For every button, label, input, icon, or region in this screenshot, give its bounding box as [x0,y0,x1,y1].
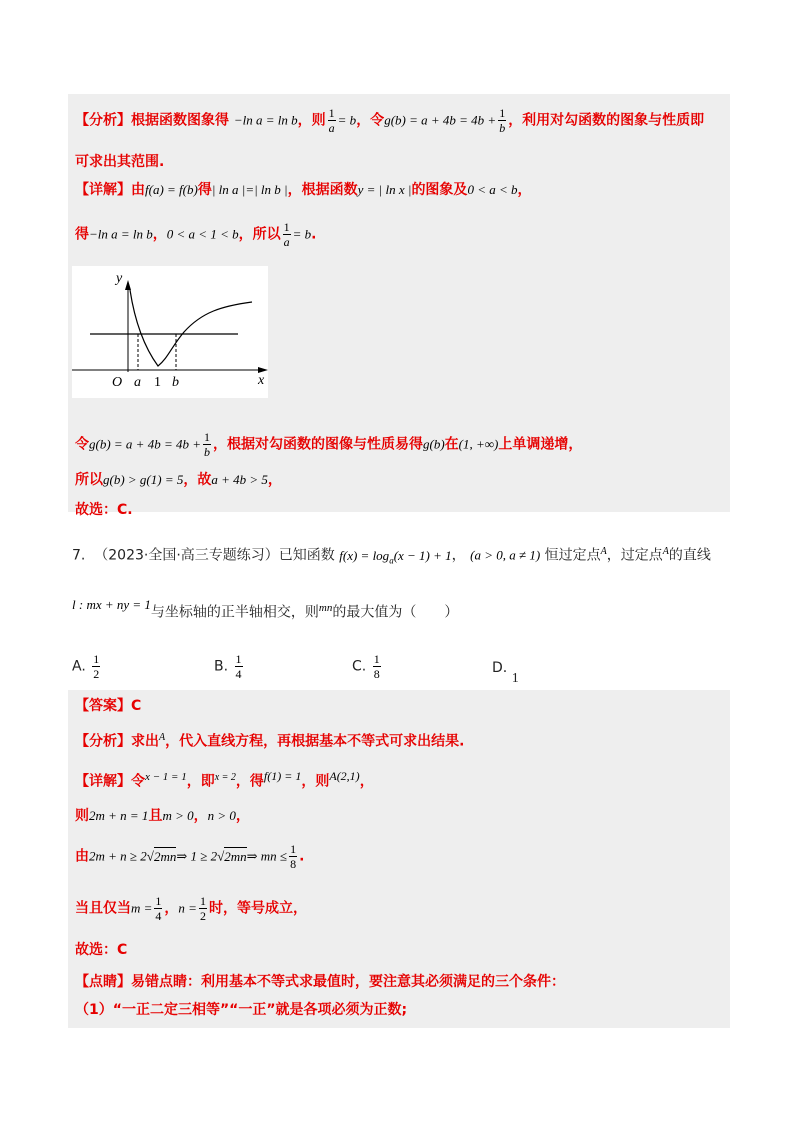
option-a[interactable]: A. $\frac{1}{2}$ [72,652,100,681]
fraction: $\frac{1}{4}$ [155,894,162,923]
tick-a: a [134,375,141,390]
fraction: $\frac{1}{a}$ [283,220,290,249]
fraction: $\frac{1}{b}$ [499,106,506,135]
fraction: $\frac{1}{2}$ [199,894,206,923]
option-c[interactable]: C. $\frac{1}{8}$ [352,652,380,681]
detail-line-1: 【详解】由f(a) = f(b)得| ln a |=| ln b |，根据函数y = | ln x |的图象及0 < a < b， [75,182,532,198]
fraction: $\frac{1}{b}$ [204,430,210,459]
question-line-2: l : mx + ny = 1与坐标轴的正半轴相交，则$^{mn}$的最大值为（ ） [72,596,459,621]
cont-line-1: 令g(b) = a + 4b = 4b + $\frac{1}{b}$ ，根据对勾函数的图像与性质易得g(b)在(1, +∞)上单调递增， [75,430,583,459]
analysis-line-2: 可求出其范围. [75,154,165,170]
answer-detail-line-1: 【详解】令$^{x - 1 = 1}$，即$^{x = 2}$，得$^{f(1) = 1}$，则$^{A(2,1)}$， [75,769,374,790]
analysis-line-1: 【分析】根据函数图象得 −ln a = ln b，则 $\frac{1}{a}$ = b，令g(b) = a + 4b = 4b + $\frac{1}{b}$ ，利用对勾函数的图象与性质即 [75,106,705,135]
x-label: x [258,373,265,388]
cont-line-3: 故选：C. [75,502,133,518]
answer-detail-line-5: 故选：C [75,942,128,958]
function-graph [72,266,268,398]
option-d[interactable]: D. 1 [492,660,519,686]
y-label: y [116,271,123,286]
cont-line-2: 所以g(b) > g(1) = 5，故a + 4b > 5， [75,472,282,488]
detail-line-2: 得−ln a = ln b，0 < a < 1 < b，所以 $\frac{1}{a}$ = b. [75,220,317,249]
fraction: $\frac{1}{8}$ [290,842,297,871]
tick-b: b [172,375,179,390]
answer-line: 【答案】C [75,698,142,714]
answer-detail-line-4: 当且仅当m = $\frac{1}{4}$ ，n = $\frac{1}{2}$ 时，等号成立， [75,894,307,923]
tick-1: 1 [154,375,161,390]
note-line-1: 【点睛】易错点睛：利用基本不等式求最值时，要注意其必须满足的三个条件： [75,974,565,990]
question-line-1: 7. （2023·全国·高三专题练习）已知函数 $f(x) = \log_a(x - 1) + 1$， (a > 0, a ≠ 1) 恒过定点$^A$，过定点$^A$的直线 [72,546,711,566]
answer-analysis-line: 【分析】求出$^A$，代入直线方程，再根据基本不等式可求出结果. [75,732,465,750]
fraction: $\frac{1}{a}$ [328,106,335,135]
graph-background [72,266,268,398]
note-line-2: （1）“一正二定三相等”“一正”就是各项必须为正数; [75,1002,408,1018]
origin-label: O [112,375,123,390]
answer-detail-line-3: 由2m + n ≥ 2√2mn⇒ 1 ≥ 2√2mn⇒ mn ≤ $\frac{1}{8}$ . [75,842,305,871]
answer-detail-line-2: 则2m + n = 1且m > 0，n > 0， [75,808,250,824]
option-b[interactable]: B. $\frac{1}{4}$ [214,652,242,681]
